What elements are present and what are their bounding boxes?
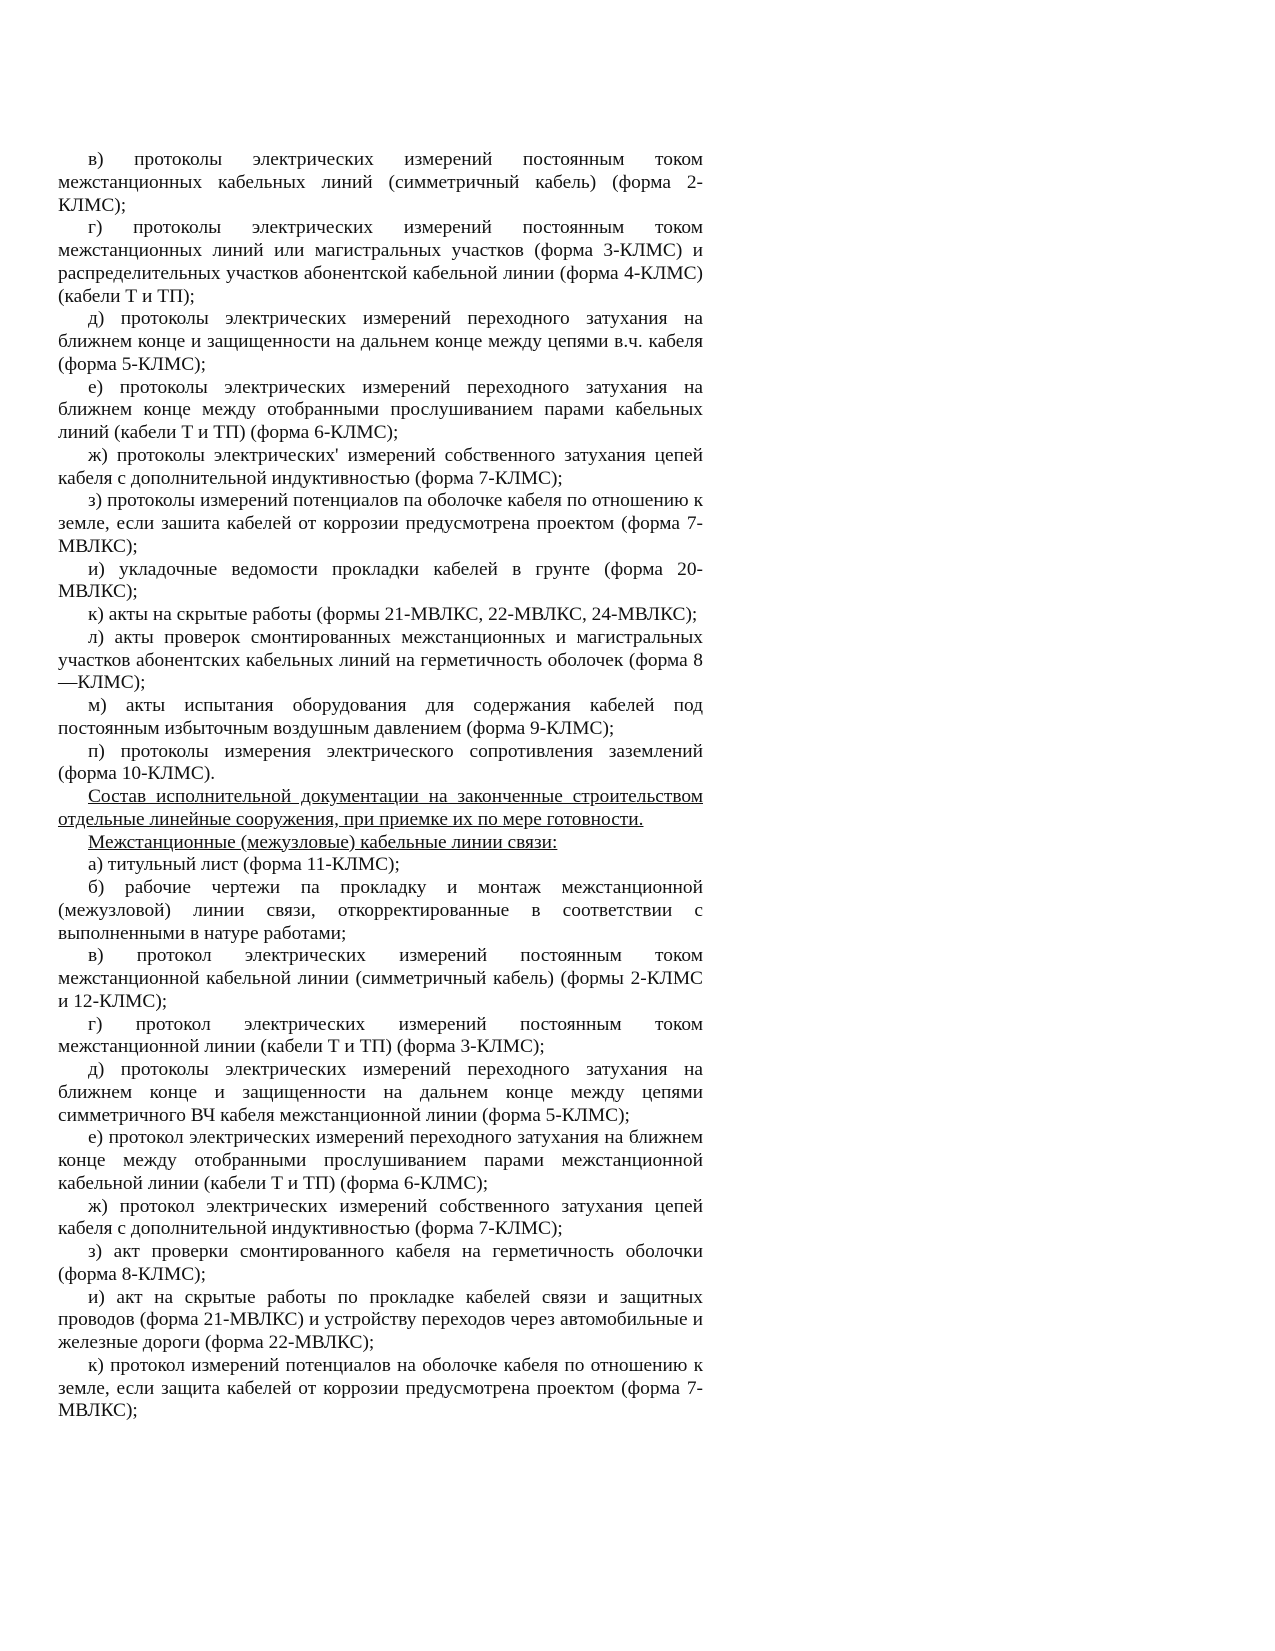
- list-item-b-working-drawings: б) рабочие чертежи па прокладку и монтаж межстанционной (межузловой) линии связи, откорректированные в соответствии с выполненными в натуре работами;: [58, 877, 703, 944]
- list-item-zh-attenuation-7klms-2: ж) протокол электрических измерений собственного затухания цепей кабеля с дополнительной индуктивностью (форма 7-КЛМС);: [58, 1195, 703, 1240]
- list-item-g-dc-protocols-3klms: г) протоколы электрических измерений постоянным током межстанционных линий или магистральных участков (форма 3-КЛМС) и распределительных участков абонентской кабельной линии (форма 4-КЛМС) (кабели Т и ТП);: [58, 217, 703, 307]
- list-item-e-crosstalk-6klms-2: е) протокол электрических измерений переходного затухания на ближнем конце между отобранными прослушиванием парами межстанционной кабельной линии (кабели Т и ТП) (форма 6-КЛМС);: [58, 1127, 703, 1194]
- list-item-m-pressure-9klms: м) акты испытания оборудования для содержания кабелей под постоянным избыточным воздушным давлением (форма 9-КЛМС);: [58, 695, 703, 739]
- list-item-k-potentials-7mvlks: к) протокол измерений потенциалов на оболочке кабеля по отношению к земле, если защита кабелей от коррозии предусмотрена проектом (форма 7-МВЛКС);: [58, 1354, 703, 1422]
- list-item-d-crosstalk-hf-5klms: д) протоколы электрических измерений переходного затухания на ближнем конце и защищенности на дальнем конце между цепями симметричного ВЧ кабеля межстанционной линии (форма 5-КЛМС);: [58, 1059, 703, 1126]
- list-item-i-hidden-works-21-22mvlks: и) акт на скрытые работы по прокладке кабелей связи и защитных проводов (форма 21-МВЛКС) и устройству переходов через автомобильные и железные дороги (форма 22-МВЛКС);: [58, 1286, 703, 1353]
- list-item-zh-attenuation-7klms: ж) протоколы электрических' измерений собственного затухания цепей кабеля с дополнительной индуктивностью (форма 7-КЛМС);: [58, 444, 703, 489]
- list-item-a-title-sheet-11klms: а) титульный лист (форма 11-КЛМС);: [88, 854, 400, 876]
- list-item-d-crosstalk-5klms: д) протоколы электрических измерений переходного затухания на ближнем конце и защищенности на дальнем конце между цепями в.ч. кабеля (форма 5-КЛМС);: [58, 308, 703, 375]
- list-item-v-dc-protocol-2-12klms: в) протокол электрических измерений постоянным током межстанционной кабельной линии (симметричный кабель) (формы 2-КЛМС и 12-КЛМС);: [58, 945, 703, 1012]
- list-item-z-hermeticity-8klms: з) акт проверки смонтированного кабеля на герметичность оболочки (форма 8-КЛМС);: [58, 1241, 703, 1285]
- list-item-z-potentials-7mvlks: з) протоколы измерений потенциалов па оболочке кабеля по отношению к земле, если зашита кабелей от коррозии предусмотрена проектом (форма 7-МВЛКС);: [58, 490, 703, 557]
- list-item-k-hidden-works: к) акты на скрытые работы (формы 21-МВЛКС, 22-МВЛКС, 24-МВЛКС);: [88, 604, 698, 625]
- list-item-p-grounding-10klms: п) протоколы измерения электрического сопротивления заземлений (форма 10-КЛМС).: [58, 740, 703, 785]
- list-item-l-hermeticity-8klms: л) акты проверок смонтированных межстанционных и магистральных участков абонентских кабельных линий на герметичность оболочек (форма 8—КЛМС);: [58, 626, 703, 694]
- list-item-i-laying-20mvlks: и) укладочные ведомости прокладки кабелей в грунте (форма 20-МВЛКС);: [58, 558, 703, 603]
- list-item-v-dc-protocols-2klms: в) протоколы электрических измерений постоянным током межстанционных кабельных линий (симметричный кабель) (форма 2-КЛМС);: [58, 149, 703, 216]
- subsection-heading-interstation-lines: Межстанционные (межузловые) кабельные линии связи:: [88, 831, 558, 853]
- list-item-e-crosstalk-6klms: е) протоколы электрических измерений переходного затухания на ближнем конце между отобранными прослушиванием парами кабельных линий (кабели Т и ТП) (форма 6-КЛМС);: [58, 376, 703, 443]
- section-heading-documentation: Состав исполнительной документации на законченные строительством отдельные линейные сооружения, при приемке их по мере готовности.: [58, 786, 703, 830]
- document-page: [58, 149, 703, 1423]
- list-item-g-dc-protocol-3klms: г) протокол электрических измерений постоянным током межстанционной линии (кабели Т и ТП) (форма 3-КЛМС);: [58, 1013, 703, 1058]
